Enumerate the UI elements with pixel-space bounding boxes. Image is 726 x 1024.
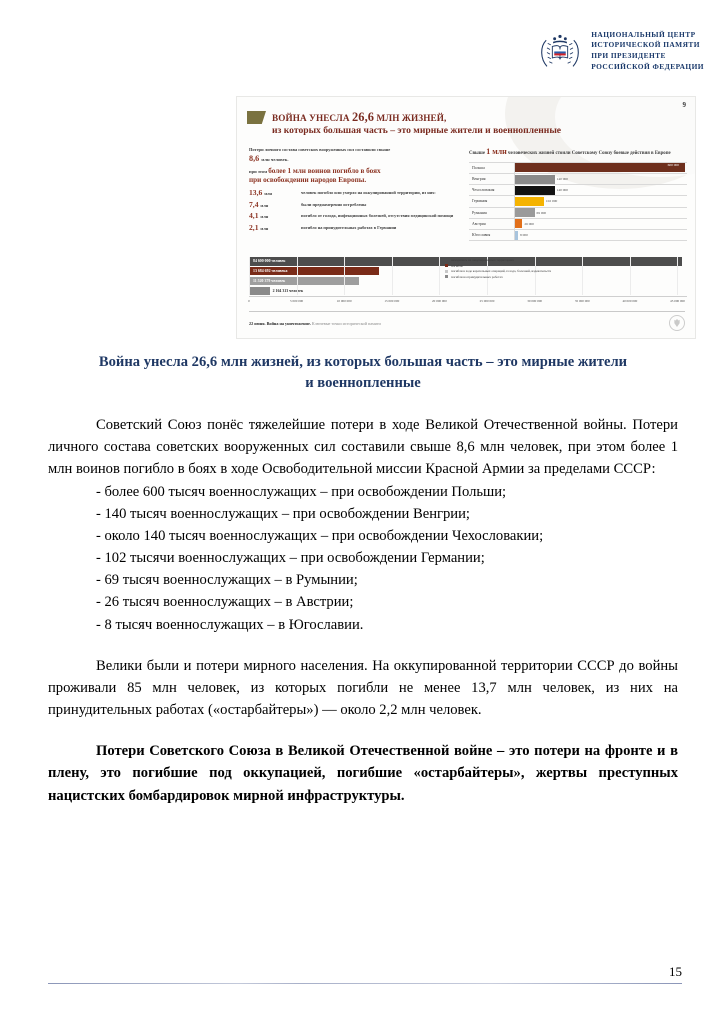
country-chart-row [469, 174, 687, 185]
paragraph-1: Советский Союз понёс тяжелейшие потери в ходе Великой Отечественной войны. Потери личного состава советских вооруженных сил составили свыше 8,6 млн человек, при этом более 1 млн воинов погибло в боях в ходе Освободительной миссии Красной Армии за пределами СССР: [48, 417, 678, 478]
list-item: - 26 тысяч военнослужащих – в Австрии; [96, 594, 354, 611]
axis-tick-label: 10 000 000 [336, 298, 352, 303]
axis-tick-label: 5 000 000 [290, 298, 304, 303]
country-label: Австрия [469, 219, 515, 229]
country-chart-row [469, 163, 687, 174]
breakdown-description: были преднамеренно истреблены [301, 201, 367, 207]
country-losses-chart [469, 147, 687, 241]
country-bar-track [515, 196, 687, 206]
country-bar-track [515, 219, 687, 229]
list-item: - 102 тысячи военнослужащих – при освобождении Германии; [96, 550, 485, 567]
legend-swatch [445, 264, 448, 267]
country-chart-row [469, 230, 687, 241]
slide-page-number: 9 [682, 101, 686, 109]
russian-federation-emblem-icon [537, 28, 583, 74]
axis-tick-label: 0 [248, 298, 250, 303]
legend-label: погибли на принудительных работах [451, 274, 503, 279]
slide-breakdown-row [249, 212, 457, 220]
legend-label: находились на оккупированных территориях [451, 258, 515, 262]
logo-line-1: НАЦИОНАЛЬНЫЙ ЦЕНТР [591, 29, 696, 39]
list-item: - 140 тысяч военнослужащих – при освобождении Венгрии; [96, 505, 470, 522]
axis-tick-label: 40 000 000 [622, 298, 638, 303]
country-bar-track [515, 163, 687, 173]
chart-gridline [392, 257, 393, 295]
axis-tick-label: 15 000 000 [384, 298, 400, 303]
breakdown-value [249, 212, 295, 220]
slide-title-block [247, 110, 561, 137]
chart-gridline [249, 257, 250, 295]
population-chart-axis [249, 296, 687, 307]
country-value-label: 69 000 [536, 210, 547, 215]
country-bar [515, 231, 518, 240]
axis-tick-label: 30 000 000 [527, 298, 543, 303]
slide-breakdown-row [249, 201, 457, 209]
slide-breakdown-row [249, 224, 457, 232]
population-bar-label: 84 600 000 человек [253, 259, 286, 264]
breakdown-unit: млн [260, 214, 269, 220]
population-bar-label: 11 520 379 человек [253, 279, 286, 284]
breakdown-number: 2,1 [249, 223, 259, 233]
country-heading-pre: Свыше [469, 151, 487, 156]
country-bar-track [515, 208, 687, 218]
chart-gridline [344, 257, 345, 295]
population-chart-legend [445, 258, 645, 280]
legend-item [445, 264, 645, 268]
population-losses-chart [249, 257, 687, 309]
page-header [537, 28, 704, 74]
legend-label: погибли [451, 263, 463, 268]
breakdown-description: человек погибло или умерло на оккупированной территории, из них: [301, 189, 436, 195]
page-number: 15 [669, 964, 682, 979]
country-label: Венгрия [469, 174, 515, 184]
country-value-label: 140 000 [556, 188, 569, 193]
flag-marker-icon [247, 111, 266, 124]
breakdown-value [249, 224, 295, 232]
slide-secondary-line-1: более 1 млн воинов погибло в боях [268, 166, 381, 175]
footer-divider [48, 983, 682, 984]
logo-line-4: РОССИЙСКОЙ ФЕДЕРАЦИИ [591, 61, 704, 71]
country-chart-row [469, 196, 687, 207]
legend-swatch [445, 259, 448, 262]
breakdown-number: 7,4 [249, 199, 259, 209]
country-heading-figure: 1 млн [486, 147, 507, 156]
legend-item [445, 258, 645, 262]
country-chart-row [469, 219, 687, 230]
breakdown-number: 4,1 [249, 211, 259, 221]
eagle-seal-icon [669, 315, 685, 331]
population-bar-row [249, 287, 687, 296]
embedded-slide-image [236, 96, 696, 339]
chart-gridline [439, 257, 440, 295]
slide-title-line-2: из которых большая часть – это мирные жители и военнопленные [272, 125, 562, 137]
country-chart-rows [469, 162, 687, 241]
list-item: - 8 тысяч военнослужащих – в Югославии. [96, 616, 364, 633]
breakdown-number: 13,6 [249, 187, 263, 197]
breakdown-description: погибло от голода, инфекционных болезней, отсутствия медицинской помощи [301, 213, 454, 219]
slide-main-figure [249, 154, 457, 163]
country-bar-track [515, 185, 687, 195]
country-value-label: 8 000 [520, 233, 528, 238]
slide-statistics-column [249, 147, 457, 236]
slide-breakdown-rows [249, 189, 457, 233]
country-heading-post: человеческих жизней стоили Советскому Союзу боевые действия в Европе [506, 151, 671, 156]
slide-main-figure-value: 8,6 [249, 153, 260, 163]
slide-title-suffix: МЛН ЖИЗНЕЙ, [374, 113, 447, 123]
country-bar [515, 208, 535, 217]
legend-item [445, 275, 645, 279]
slide-footer-title: 22 июня. Война на уничтожение. [249, 320, 312, 326]
paragraph-spacer [48, 721, 678, 740]
slide-title-figure: 26,6 [352, 110, 375, 124]
breakdown-value [249, 201, 295, 209]
paragraph-spacer [48, 636, 678, 655]
country-chart-row [469, 208, 687, 219]
paragraph-2: Велики были и потери мирного населения. На оккупированной территории СССР до войны проживали 85 млн человек, из которых погибли не менее 13,7 млн человек, из них на принудительных работах («остарбайтеры») — около 2,2 млн человек. [48, 657, 678, 719]
logo-line-3: ПРИ ПРЕЗИДЕНТЕ [591, 51, 666, 60]
population-bar [249, 277, 359, 286]
slide-footer [249, 311, 685, 331]
country-bar-track [515, 230, 687, 240]
slide-lead-text: Потери личного состава советских вооруженных сил составили свыше [249, 147, 391, 152]
country-value-label: 140 000 [556, 177, 569, 182]
country-bar [515, 175, 555, 184]
breakdown-unit: млн [260, 226, 269, 232]
slide-main-figure-unit: млн человек. [261, 156, 289, 162]
population-bar-label: 2 164 313 человек [272, 288, 304, 293]
country-bar [515, 186, 555, 195]
country-chart-row [469, 185, 687, 196]
chart-gridline [297, 257, 298, 295]
axis-tick-label: 35 000 000 [574, 298, 590, 303]
axis-tick-label: 25 000 000 [479, 298, 495, 303]
country-bar [515, 163, 685, 172]
country-label: Чехословакия [469, 185, 515, 195]
page-title: Война унесла 26,6 млн жизней, из которых большая часть – это мирные жители и военнопленные [98, 354, 628, 391]
country-label: Германия [469, 196, 515, 206]
slide-breakdown-row [249, 189, 457, 197]
page-footer [48, 964, 682, 984]
country-bar-track [515, 174, 687, 184]
slide-footer-subtitle: Ключевые точки исторической памяти [311, 320, 381, 326]
losses-by-country-list [48, 481, 678, 636]
country-value-label: 600 000 [667, 163, 679, 168]
country-value-label: 26 000 [524, 221, 534, 226]
country-label: Югославия [469, 230, 515, 240]
paragraph-3: Потери Советского Союза в Великой Отечественной войне – это потери на фронте и в плену, это погибшие под оккупацией, погибшие «остарбайтеры», жертвы преступных нацистских бомбардировок мирной инфраструктуры. [48, 743, 678, 804]
breakdown-unit: млн [260, 202, 269, 208]
breakdown-unit: млн [264, 190, 273, 196]
country-label: Польша [469, 163, 515, 173]
slide-footer-text [249, 321, 381, 326]
country-bar [515, 197, 544, 206]
breakdown-value [249, 189, 295, 197]
population-bar-label: 13 684 692 человека [253, 269, 288, 274]
population-bar [249, 267, 379, 276]
axis-tick-label: 45 000 000 [670, 298, 685, 303]
slide-secondary-block [249, 167, 457, 185]
legend-swatch [445, 275, 448, 278]
population-bar [249, 287, 270, 296]
chart-gridline [677, 257, 678, 295]
axis-tick-label: 20 000 000 [432, 298, 447, 303]
logo-line-2: ИСТОРИЧЕСКОЙ ПАМЯТИ [591, 40, 700, 50]
document-body [48, 414, 678, 807]
country-chart-heading [469, 147, 687, 158]
list-item: - 69 тысяч военнослужащих – в Румынии; [96, 572, 358, 589]
slide-title-prefix: ВОЙНА УНЕСЛА [272, 113, 352, 123]
slide-title-line-1 [272, 110, 561, 124]
list-item: - около 140 тысяч военнослужащих – при освобождении Чехословакии; [96, 527, 544, 544]
organization-name [591, 30, 704, 72]
breakdown-description: погибло на принудительных работах в Германии [301, 225, 397, 231]
list-item: - более 600 тысяч военнослужащих – при освобождении Польши; [96, 483, 507, 500]
slide-secondary-line-2: при освобождении народов Европы. [249, 175, 367, 184]
legend-swatch [445, 270, 448, 273]
legend-item [445, 269, 645, 273]
country-value-label: 102 000 [545, 199, 558, 204]
legend-label: погибли в ходе карательных операций, голода, болезней, издевательств [451, 269, 552, 274]
country-bar [515, 219, 522, 228]
country-label: Румыния [469, 208, 515, 218]
slide-secondary-prefix: при этом [249, 168, 269, 174]
